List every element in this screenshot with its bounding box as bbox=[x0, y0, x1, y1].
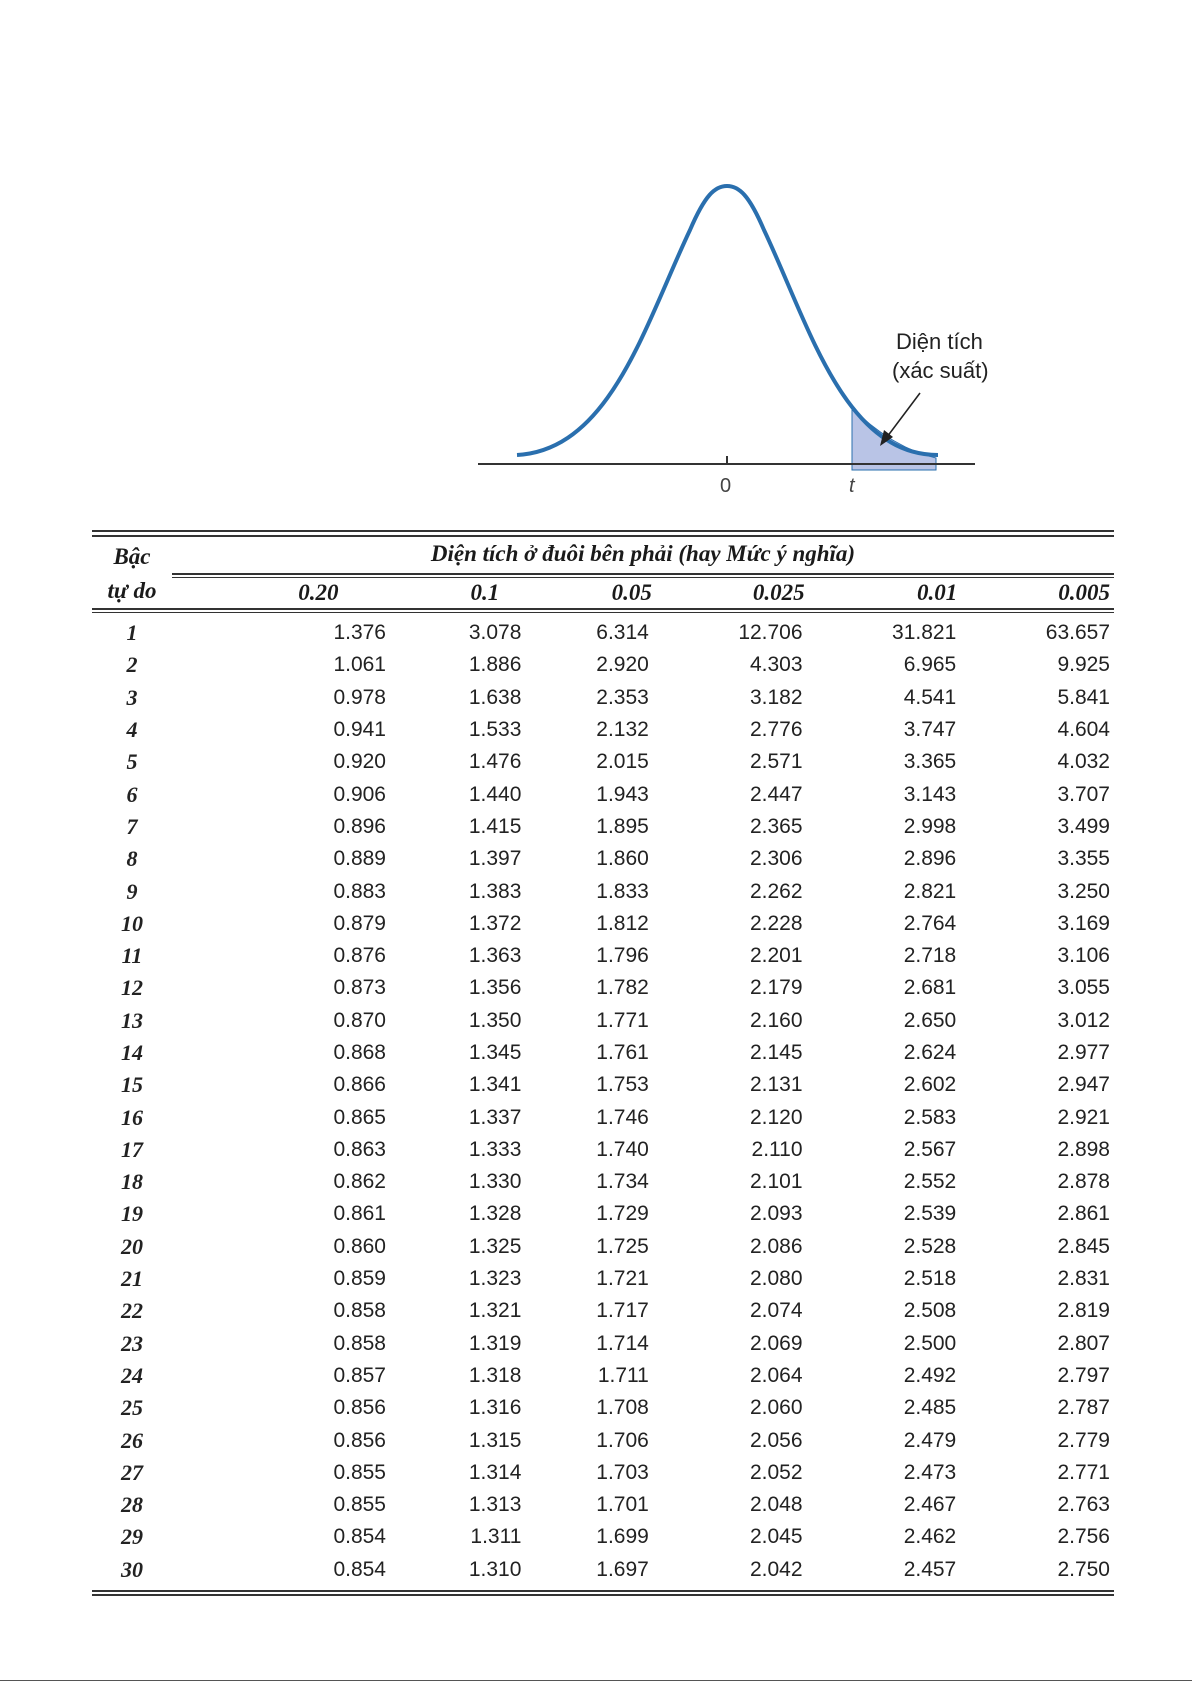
table-row bbox=[92, 746, 1114, 778]
critical-value-cell: 1.734 bbox=[596, 1170, 649, 1194]
critical-value-cell: 1.315 bbox=[468, 1428, 522, 1452]
critical-value-cell: 2.048 bbox=[749, 1493, 803, 1517]
table-row bbox=[92, 1489, 1114, 1521]
critical-value-cell: 1.699 bbox=[596, 1525, 649, 1549]
table-row bbox=[92, 1101, 1114, 1133]
critical-value-cell: 1.638 bbox=[468, 685, 522, 709]
critical-value-cell: 2.764 bbox=[903, 911, 957, 935]
df-cell: 10 bbox=[121, 910, 143, 936]
critical-value-cell: 1.761 bbox=[596, 1041, 649, 1064]
critical-value-cell: 1.833 bbox=[596, 879, 649, 903]
critical-value-cell: 2.201 bbox=[749, 944, 803, 968]
critical-value-cell: 2.110 bbox=[751, 1137, 803, 1161]
critical-value-cell: 2.583 bbox=[903, 1105, 957, 1129]
table-row bbox=[92, 1360, 1114, 1392]
table-row bbox=[92, 1457, 1114, 1489]
critical-value-cell: 2.131 bbox=[749, 1073, 803, 1097]
critical-value-cell: 2.624 bbox=[903, 1041, 957, 1064]
df-cell: 20 bbox=[121, 1233, 143, 1259]
critical-value-cell: 2.473 bbox=[903, 1460, 957, 1484]
critical-value-cell: 4.604 bbox=[1057, 718, 1110, 742]
df-cell: 3 bbox=[126, 684, 138, 710]
critical-value-cell: 3.747 bbox=[903, 718, 957, 742]
alpha-header: 0.005 bbox=[1058, 580, 1110, 605]
critical-value-cell: 0.862 bbox=[333, 1170, 386, 1194]
critical-value-cell: 1.782 bbox=[596, 976, 649, 1000]
alpha-header: 0.05 bbox=[611, 580, 652, 605]
critical-value-cell: 6.314 bbox=[596, 621, 649, 645]
critical-value-cell: 1.313 bbox=[468, 1493, 522, 1517]
critical-value-cell: 2.571 bbox=[749, 750, 803, 774]
df-cell: 11 bbox=[121, 943, 143, 969]
critical-value-cell: 2.776 bbox=[749, 718, 803, 742]
critical-value-cell: 0.856 bbox=[333, 1428, 386, 1452]
critical-value-cell: 1.337 bbox=[468, 1105, 522, 1129]
table-row bbox=[92, 649, 1114, 681]
critical-value-cell: 2.042 bbox=[749, 1557, 803, 1581]
df-cell: 14 bbox=[121, 1040, 143, 1065]
critical-value-cell: 0.855 bbox=[333, 1460, 386, 1484]
critical-value-cell: 2.920 bbox=[596, 653, 649, 677]
critical-value-cell: 0.866 bbox=[333, 1073, 386, 1097]
critical-value-cell: 3.055 bbox=[1057, 976, 1110, 1000]
critical-value-cell: 0.896 bbox=[333, 814, 386, 838]
df-cell: 13 bbox=[121, 1007, 143, 1033]
df-cell: 18 bbox=[121, 1169, 143, 1195]
critical-value-cell: 1.363 bbox=[468, 944, 522, 968]
column-group-title: Diện tích ở đuôi bên phải (hay Mức ý nghĩa) bbox=[430, 541, 856, 566]
critical-value-cell: 0.856 bbox=[333, 1396, 386, 1420]
critical-value-cell: 2.763 bbox=[1057, 1493, 1110, 1517]
critical-value-cell: 2.056 bbox=[749, 1428, 803, 1452]
critical-value-cell: 1.341 bbox=[468, 1073, 522, 1097]
bottom-rule bbox=[92, 1590, 1114, 1596]
critical-value-cell: 0.859 bbox=[333, 1267, 386, 1291]
critical-value-cell: 1.356 bbox=[468, 976, 522, 1000]
critical-value-cell: 2.132 bbox=[596, 718, 649, 742]
critical-value-cell: 1.319 bbox=[468, 1331, 522, 1355]
critical-value-cell: 1.350 bbox=[468, 1008, 522, 1032]
table-row bbox=[92, 1198, 1114, 1230]
critical-value-cell: 2.500 bbox=[903, 1331, 957, 1355]
critical-value-cell: 1.812 bbox=[596, 911, 649, 935]
table-row bbox=[92, 1328, 1114, 1360]
alpha-header: 0.025 bbox=[752, 580, 805, 605]
critical-value-cell: 2.977 bbox=[1057, 1041, 1110, 1064]
df-cell: 19 bbox=[121, 1201, 143, 1227]
critical-value-cell: 2.479 bbox=[903, 1428, 957, 1452]
t-critical-values-table bbox=[92, 530, 1114, 1596]
critical-value-cell: 2.807 bbox=[1057, 1331, 1110, 1355]
critical-value-cell: 2.179 bbox=[749, 976, 803, 1000]
critical-value-cell: 1.717 bbox=[596, 1299, 649, 1323]
critical-value-cell: 2.567 bbox=[903, 1137, 957, 1161]
critical-value-cell: 0.858 bbox=[333, 1299, 386, 1323]
critical-value-cell: 2.508 bbox=[903, 1299, 957, 1323]
table-row bbox=[92, 1069, 1114, 1101]
critical-value-cell: 1.860 bbox=[596, 847, 649, 871]
critical-value-cell: 3.499 bbox=[1057, 814, 1110, 838]
table-row bbox=[92, 972, 1114, 1004]
table-row bbox=[92, 908, 1114, 940]
critical-value-cell: 2.718 bbox=[903, 944, 957, 968]
critical-value-cell: 2.819 bbox=[1057, 1299, 1110, 1323]
critical-value-cell: 1.753 bbox=[596, 1073, 649, 1097]
critical-value-cell: 1.345 bbox=[468, 1041, 522, 1064]
table-row bbox=[92, 1295, 1114, 1327]
critical-value-cell: 1.886 bbox=[468, 653, 522, 677]
critical-value-cell: 2.602 bbox=[903, 1073, 957, 1097]
critical-value-cell: 2.015 bbox=[596, 750, 649, 774]
critical-value-cell: 2.467 bbox=[903, 1493, 957, 1517]
critical-value-cell: 0.941 bbox=[333, 718, 386, 742]
critical-value-cell: 1.740 bbox=[596, 1137, 649, 1161]
critical-value-cell: 3.106 bbox=[1057, 944, 1110, 968]
table-row bbox=[92, 1263, 1114, 1295]
critical-value-cell: 2.998 bbox=[903, 814, 957, 838]
critical-value-cell: 2.485 bbox=[903, 1396, 957, 1420]
table-row bbox=[92, 778, 1114, 810]
critical-value-cell: 2.306 bbox=[749, 847, 803, 871]
critical-value-cell: 2.650 bbox=[903, 1008, 957, 1032]
critical-value-cell: 2.861 bbox=[1057, 1202, 1110, 1226]
df-cell: 15 bbox=[121, 1072, 143, 1098]
df-cell: 23 bbox=[121, 1330, 143, 1356]
critical-value-cell: 2.045 bbox=[749, 1525, 803, 1549]
critical-value-cell: 1.316 bbox=[468, 1396, 522, 1420]
critical-value-cell: 1.771 bbox=[596, 1008, 649, 1032]
critical-value-cell: 2.262 bbox=[749, 879, 803, 903]
alpha-header: 0.1 bbox=[470, 580, 500, 605]
critical-value-cell: 1.061 bbox=[333, 653, 386, 677]
critical-value-cell: 2.539 bbox=[903, 1202, 957, 1226]
table-row bbox=[92, 940, 1114, 972]
critical-value-cell: 2.228 bbox=[749, 911, 803, 935]
critical-value-cell: 0.863 bbox=[333, 1137, 386, 1161]
critical-value-cell: 6.965 bbox=[903, 653, 957, 677]
table-row bbox=[92, 1424, 1114, 1456]
critical-value-cell: 1.714 bbox=[596, 1331, 649, 1355]
critical-value-cell: 1.321 bbox=[468, 1299, 522, 1323]
critical-value-cell: 2.069 bbox=[749, 1331, 803, 1355]
critical-value-cell: 2.518 bbox=[903, 1267, 957, 1291]
table-row bbox=[92, 1134, 1114, 1166]
df-cell: 30 bbox=[121, 1556, 143, 1582]
df-cell: 12 bbox=[121, 975, 143, 1001]
critical-value-cell: 1.330 bbox=[468, 1170, 522, 1194]
critical-value-cell: 2.462 bbox=[903, 1525, 957, 1549]
alpha-header: 0.01 bbox=[917, 580, 958, 605]
critical-value-cell: 1.325 bbox=[468, 1234, 522, 1258]
critical-value-cell: 3.012 bbox=[1057, 1008, 1110, 1032]
axis-zero-label: 0 bbox=[720, 475, 732, 497]
critical-value-cell: 12.706 bbox=[738, 621, 803, 645]
table-body bbox=[92, 617, 1114, 1586]
critical-value-cell: 2.120 bbox=[749, 1105, 803, 1129]
critical-value-cell: 5.841 bbox=[1057, 685, 1110, 709]
critical-value-cell: 1.328 bbox=[468, 1202, 522, 1226]
critical-value-cell: 1.376 bbox=[333, 621, 386, 645]
table-row bbox=[92, 682, 1114, 714]
callout-label-line1: Diện tích bbox=[896, 329, 983, 354]
critical-value-cell: 1.372 bbox=[468, 911, 522, 935]
df-cell: 9 bbox=[126, 878, 138, 904]
critical-value-cell: 1.697 bbox=[596, 1557, 649, 1581]
critical-value-cell: 2.101 bbox=[749, 1170, 803, 1194]
critical-value-cell: 2.528 bbox=[903, 1234, 957, 1258]
alpha-header-row bbox=[172, 577, 1114, 609]
critical-value-cell: 2.898 bbox=[1057, 1137, 1110, 1161]
critical-value-cell: 2.552 bbox=[903, 1170, 957, 1194]
table-row bbox=[92, 843, 1114, 875]
critical-value-cell: 1.333 bbox=[468, 1137, 522, 1161]
df-cell: 21 bbox=[121, 1266, 143, 1292]
critical-value-cell: 2.947 bbox=[1057, 1073, 1110, 1097]
critical-value-cell: 1.943 bbox=[596, 782, 649, 806]
critical-value-cell: 1.708 bbox=[596, 1396, 649, 1420]
critical-value-cell: 3.250 bbox=[1057, 879, 1110, 903]
critical-value-cell: 2.797 bbox=[1057, 1363, 1110, 1387]
critical-value-cell: 1.725 bbox=[596, 1234, 649, 1258]
right-tail-shaded-area bbox=[852, 408, 936, 470]
table-row bbox=[92, 1037, 1114, 1069]
critical-value-cell: 1.729 bbox=[596, 1202, 649, 1226]
critical-value-cell: 0.858 bbox=[333, 1331, 386, 1355]
critical-value-cell: 0.865 bbox=[333, 1105, 386, 1129]
table-row bbox=[92, 1392, 1114, 1424]
critical-value-cell: 2.779 bbox=[1057, 1428, 1110, 1452]
table-row bbox=[92, 875, 1114, 907]
critical-value-cell: 0.873 bbox=[333, 976, 386, 1000]
df-header-line2: tự do bbox=[107, 578, 157, 603]
critical-value-cell: 0.854 bbox=[333, 1525, 386, 1549]
critical-value-cell: 2.074 bbox=[749, 1299, 803, 1323]
critical-value-cell: 1.701 bbox=[596, 1493, 649, 1517]
critical-value-cell: 2.052 bbox=[749, 1460, 803, 1484]
critical-value-cell: 4.032 bbox=[1057, 750, 1110, 774]
critical-value-cell: 1.383 bbox=[468, 879, 522, 903]
df-cell: 22 bbox=[121, 1298, 143, 1324]
df-cell: 27 bbox=[121, 1459, 143, 1485]
critical-value-cell: 2.756 bbox=[1057, 1525, 1110, 1549]
df-cell: 17 bbox=[121, 1136, 143, 1162]
table-row bbox=[92, 1005, 1114, 1037]
critical-value-cell: 2.353 bbox=[596, 685, 649, 709]
critical-value-cell: 0.920 bbox=[333, 750, 386, 774]
critical-value-cell: 2.145 bbox=[749, 1041, 803, 1064]
critical-value-cell: 2.447 bbox=[749, 782, 803, 806]
critical-value-cell: 1.415 bbox=[468, 814, 522, 838]
critical-value-cell: 3.355 bbox=[1057, 847, 1110, 871]
df-cell: 29 bbox=[121, 1524, 143, 1550]
df-header-line1: Bậc bbox=[113, 544, 151, 569]
t-distribution-figure bbox=[0, 0, 1192, 520]
table-row bbox=[92, 1521, 1114, 1553]
critical-value-cell: 3.182 bbox=[749, 685, 803, 709]
critical-value-cell: 0.861 bbox=[333, 1202, 386, 1226]
critical-value-cell: 2.845 bbox=[1057, 1234, 1110, 1258]
critical-value-cell: 2.080 bbox=[749, 1267, 803, 1291]
critical-value-cell: 2.457 bbox=[903, 1557, 957, 1581]
page-footer-line bbox=[0, 1680, 1192, 1681]
critical-value-cell: 0.868 bbox=[333, 1041, 386, 1064]
callout-arrow-line bbox=[887, 393, 920, 437]
critical-value-cell: 1.397 bbox=[468, 847, 522, 871]
critical-value-cell: 31.821 bbox=[892, 621, 957, 645]
critical-value-cell: 0.879 bbox=[333, 911, 386, 935]
critical-value-cell: 0.978 bbox=[333, 685, 386, 709]
critical-value-cell: 3.143 bbox=[903, 782, 957, 806]
critical-value-cell: 1.311 bbox=[470, 1525, 522, 1549]
critical-value-cell: 2.750 bbox=[1057, 1557, 1110, 1581]
critical-value-cell: 1.895 bbox=[596, 814, 649, 838]
critical-value-cell: 1.706 bbox=[596, 1428, 649, 1452]
critical-value-cell: 1.323 bbox=[468, 1267, 522, 1291]
critical-value-cell: 1.310 bbox=[468, 1557, 522, 1581]
header-bottom-rule bbox=[92, 608, 1114, 613]
critical-value-cell: 0.906 bbox=[333, 782, 386, 806]
critical-value-cell: 1.318 bbox=[468, 1363, 522, 1387]
density-curve bbox=[517, 186, 938, 455]
df-cell: 6 bbox=[126, 781, 138, 807]
critical-value-cell: 1.746 bbox=[596, 1105, 649, 1129]
critical-value-cell: 63.657 bbox=[1045, 621, 1110, 645]
critical-value-cell: 0.870 bbox=[333, 1008, 386, 1032]
df-cell: 25 bbox=[121, 1395, 143, 1421]
table-row bbox=[92, 617, 1114, 649]
critical-value-cell: 3.078 bbox=[468, 621, 522, 645]
critical-value-cell: 2.681 bbox=[903, 976, 957, 1000]
critical-value-cell: 0.857 bbox=[333, 1363, 386, 1387]
df-cell: 4 bbox=[126, 717, 138, 743]
df-cell: 2 bbox=[126, 652, 138, 678]
critical-value-cell: 3.169 bbox=[1057, 911, 1110, 935]
critical-value-cell: 1.711 bbox=[597, 1363, 649, 1387]
critical-value-cell: 0.855 bbox=[333, 1493, 386, 1517]
table-header bbox=[92, 537, 1114, 613]
critical-value-cell: 1.476 bbox=[468, 750, 522, 774]
table-row bbox=[92, 1231, 1114, 1263]
critical-value-cell: 1.721 bbox=[596, 1267, 649, 1291]
critical-value-cell: 2.093 bbox=[749, 1202, 803, 1226]
critical-value-cell: 3.365 bbox=[903, 750, 957, 774]
critical-value-cell: 2.821 bbox=[903, 879, 957, 903]
critical-value-cell: 4.541 bbox=[903, 685, 957, 709]
critical-value-cell: 1.703 bbox=[596, 1460, 649, 1484]
critical-value-cell: 2.492 bbox=[903, 1363, 957, 1387]
critical-value-cell: 4.303 bbox=[749, 653, 803, 677]
df-cell: 7 bbox=[126, 813, 138, 839]
axis-t-label: t bbox=[849, 475, 855, 497]
critical-value-cell: 1.796 bbox=[596, 944, 649, 968]
df-cell: 28 bbox=[121, 1492, 143, 1518]
df-cell: 16 bbox=[121, 1104, 143, 1130]
table-row bbox=[92, 811, 1114, 843]
critical-value-cell: 1.314 bbox=[468, 1460, 522, 1484]
critical-value-cell: 1.533 bbox=[468, 718, 522, 742]
critical-value-cell: 2.771 bbox=[1057, 1460, 1110, 1484]
table-row bbox=[92, 1166, 1114, 1198]
df-cell: 5 bbox=[126, 749, 138, 775]
critical-value-cell: 2.878 bbox=[1057, 1170, 1110, 1194]
table-row bbox=[92, 714, 1114, 746]
critical-value-cell: 0.860 bbox=[333, 1234, 386, 1258]
df-cell: 1 bbox=[126, 620, 138, 646]
critical-value-cell: 9.925 bbox=[1057, 653, 1110, 677]
alpha-header: 0.20 bbox=[298, 580, 339, 605]
table-row bbox=[92, 1554, 1114, 1586]
critical-value-cell: 2.831 bbox=[1057, 1267, 1110, 1291]
critical-value-cell: 2.787 bbox=[1057, 1396, 1110, 1420]
critical-value-cell: 3.707 bbox=[1057, 782, 1110, 806]
critical-value-cell: 0.876 bbox=[333, 944, 386, 968]
critical-value-cell: 2.060 bbox=[749, 1396, 803, 1420]
critical-value-cell: 2.086 bbox=[749, 1234, 803, 1258]
critical-value-cell: 2.921 bbox=[1057, 1105, 1110, 1129]
callout-label-line2: (xác suất) bbox=[892, 358, 989, 383]
critical-value-cell: 0.854 bbox=[333, 1557, 386, 1581]
critical-value-cell: 1.440 bbox=[468, 782, 522, 806]
critical-value-cell: 2.160 bbox=[749, 1008, 803, 1032]
critical-value-cell: 2.896 bbox=[903, 847, 957, 871]
df-cell: 8 bbox=[126, 846, 138, 872]
df-cell: 24 bbox=[121, 1362, 143, 1388]
critical-value-cell: 0.883 bbox=[333, 879, 386, 903]
critical-value-cell: 2.064 bbox=[749, 1363, 803, 1387]
critical-value-cell: 2.365 bbox=[749, 814, 803, 838]
df-cell: 26 bbox=[121, 1427, 143, 1453]
critical-value-cell: 0.889 bbox=[333, 847, 386, 871]
top-rule bbox=[92, 530, 1114, 537]
